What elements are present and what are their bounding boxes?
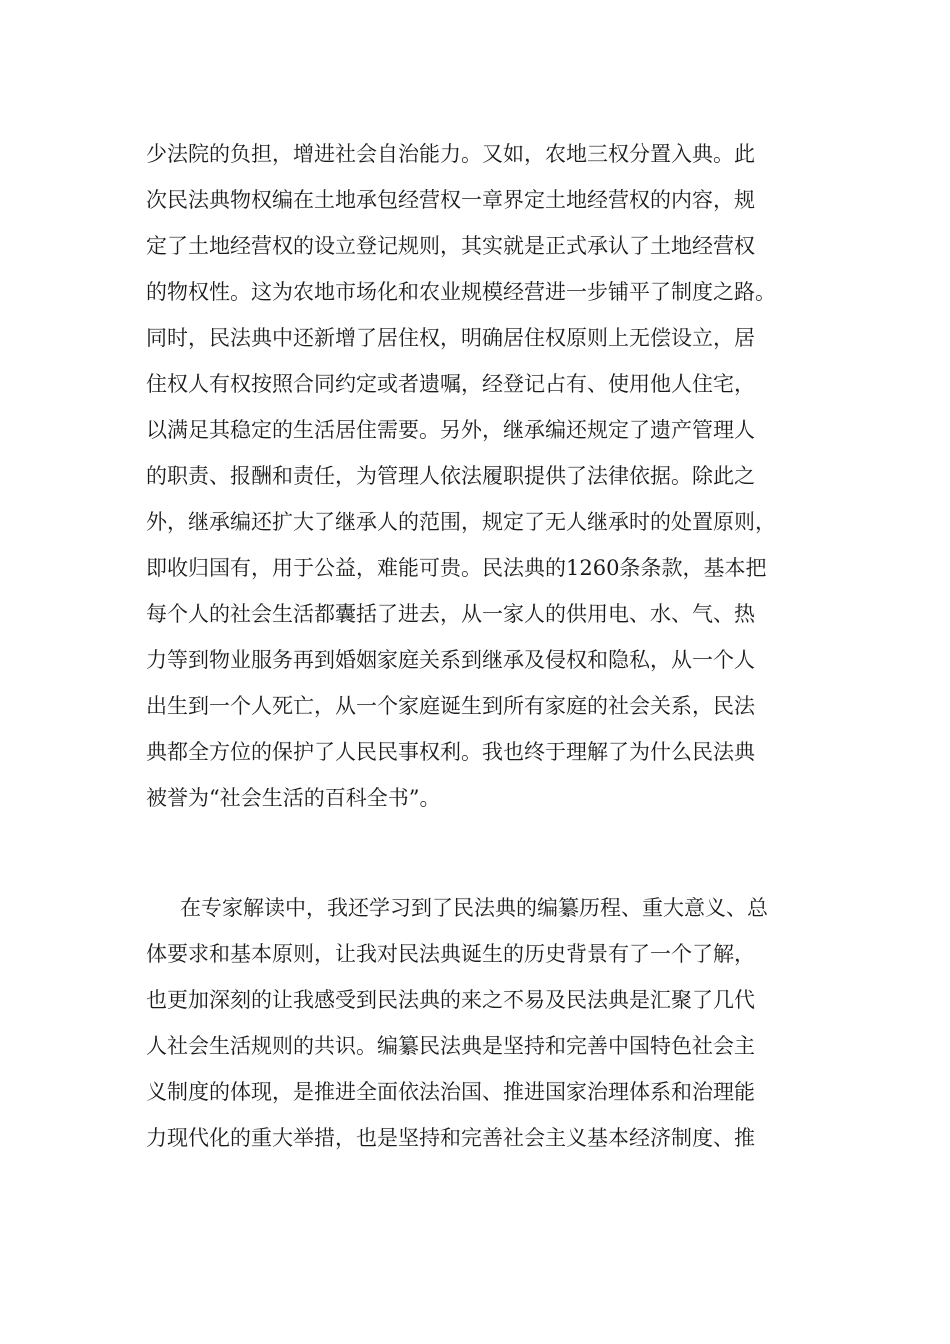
- text-line: 典都全方位的保护了人民民事权利。我也终于理解了为什么民法典: [146, 740, 755, 764]
- text-line: 出生到一个人死亡，从一个家庭诞生到所有家庭的社会关系，民法: [146, 694, 755, 718]
- text-line: 体要求和基本原则，让我对民法典诞生的历史背景有了一个了解，: [146, 942, 755, 966]
- text-line: 人社会生活规则的共识。编纂民法典是坚持和完善中国特色社会主: [146, 1034, 755, 1058]
- text-line: 的职责、报酬和责任，为管理人依法履职提供了法律依据。除此之: [146, 464, 755, 488]
- text-line: 少法院的负担，增进社会自治能力。又如，农地三权分置入典。此: [146, 142, 755, 166]
- text-line: 同时，民法典中还新增了居住权，明确居住权原则上无偿设立，居: [146, 326, 755, 350]
- text-line: 住权人有权按照合同约定或者遗嘱，经登记占有、使用他人住宅，: [146, 372, 755, 396]
- text-line: 在专家解读中，我还学习到了民法典的编纂历程、重大意义、总: [180, 896, 768, 920]
- text-line: 次民法典物权编在土地承包经营权一章界定土地经营权的内容，规: [146, 188, 755, 212]
- text-line: 的物权性。这为农地市场化和农业规模经营进一步铺平了制度之路。: [146, 280, 776, 304]
- text-line: 即收归国有，用于公益，难能可贵。民法典的1260条条款，基本把: [146, 556, 767, 580]
- text-line: 力现代化的重大举措，也是坚持和完善社会主义基本经济制度、推: [146, 1126, 755, 1150]
- paragraph-2: [146, 885, 806, 1161]
- text-line: 定了土地经营权的设立登记规则，其实就是正式承认了土地经营权: [146, 234, 755, 258]
- text-line: 每个人的社会生活都囊括了进去，从一家人的供用电、水、气、热: [146, 602, 755, 626]
- text-line: 力等到物业服务再到婚姻家庭关系到继承及侵权和隐私，从一个人: [146, 648, 755, 672]
- text-line: 外，继承编还扩大了继承人的范围，规定了无人继承时的处置原则，: [146, 510, 776, 534]
- text-line: 以满足其稳定的生活居住需要。另外，继承编还规定了遗产管理人: [146, 418, 755, 442]
- text-line: 义制度的体现，是推进全面依法治国、推进国家治理体系和治理能: [146, 1080, 755, 1104]
- text-line: 也更加深刻的让我感受到民法典的来之不易及民法典是汇聚了几代: [146, 988, 755, 1012]
- text-line: 被誉为“社会生活的百科全书”。: [146, 786, 441, 810]
- paragraph-1: [146, 131, 806, 821]
